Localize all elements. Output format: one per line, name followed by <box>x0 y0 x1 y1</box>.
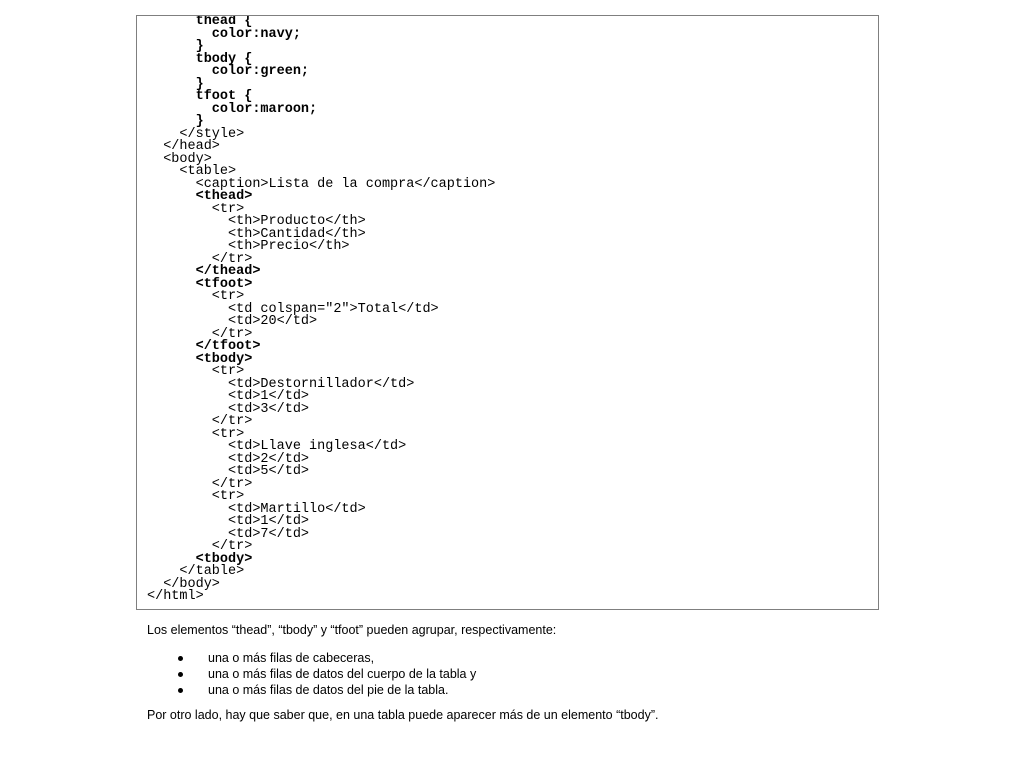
code-line: <td>7</td> <box>147 526 310 542</box>
code-line: <td>1</td> <box>147 514 310 529</box>
code-line: </tfoot> <box>147 339 261 354</box>
code-line: } <box>147 76 204 92</box>
code-line: <td colspan="2">Total</td> <box>147 301 439 317</box>
code-line: </head> <box>147 139 220 154</box>
code-line: <body> <box>147 151 212 167</box>
code-line: thead { <box>147 15 253 29</box>
list-item <box>175 666 476 682</box>
bullet-icon <box>178 672 183 677</box>
code-line: <thead> <box>147 189 253 204</box>
code-line: <tr> <box>147 426 245 442</box>
code-line: <th>Precio</th> <box>147 239 350 254</box>
code-line: </thead> <box>147 264 261 279</box>
code-line: <td>20</td> <box>147 314 318 329</box>
bullet-icon <box>178 656 183 661</box>
list-item <box>175 650 476 666</box>
code-line: } <box>147 114 204 129</box>
code-listing <box>136 15 879 610</box>
code-line: <td>1</td> <box>147 389 310 404</box>
intro-paragraph: Los elementos “thead”, “tbody” y “tfoot” pueden agrupar, respectivamente: <box>147 623 557 637</box>
code-line: tfoot { <box>147 89 253 104</box>
code-line: <td>2</td> <box>147 451 310 467</box>
list-item <box>175 682 476 698</box>
code-line: <th>Cantidad</th> <box>147 226 366 242</box>
code-line: color:navy; <box>147 26 301 42</box>
code-line: <tr> <box>147 201 245 217</box>
code-line: tbody { <box>147 51 253 67</box>
code-line: </style> <box>147 126 245 142</box>
closing-paragraph: Por otro lado, hay que saber que, en una tabla puede aparecer más de un elemento “tbody”. <box>147 708 659 722</box>
code-line: </tr> <box>147 414 253 429</box>
code-line: <tfoot> <box>147 276 253 292</box>
code-line: color:maroon; <box>147 101 318 117</box>
code-line: </body> <box>147 576 220 592</box>
code-line: </table> <box>147 564 245 579</box>
bullet-list <box>175 650 476 698</box>
code-line: </html> <box>147 589 204 604</box>
code-line: <tr> <box>147 489 245 504</box>
code-line: <td>Destornillador</td> <box>147 376 415 392</box>
list-item-text: una o más filas de cabeceras, <box>208 651 375 665</box>
code-line: </tr> <box>147 251 253 267</box>
code-line: </tr> <box>147 539 253 554</box>
code-line: <th>Producto</th> <box>147 214 366 229</box>
code-line: } <box>147 39 204 54</box>
code-line: <tbody> <box>147 351 253 367</box>
code-line: color:green; <box>147 64 310 79</box>
code-line: <tbody> <box>147 551 253 567</box>
code-line: <tr> <box>147 364 245 379</box>
list-item-text: una o más filas de datos del cuerpo de la tabla y <box>208 667 477 681</box>
code-line: <td>Martillo</td> <box>147 501 366 517</box>
code-line: </tr> <box>147 476 253 492</box>
code-line: </tr> <box>147 326 253 342</box>
code-line: <td>3</td> <box>147 401 310 417</box>
list-item-text: una o más filas de datos del pie de la tabla. <box>208 683 449 697</box>
bullet-icon <box>178 688 183 693</box>
code-line: <caption>Lista de la compra</caption> <box>147 176 496 192</box>
code-line: <td>5</td> <box>147 464 310 479</box>
code-line: <table> <box>147 164 237 179</box>
code-line: <td>Llave inglesa</td> <box>147 439 407 454</box>
code-line: <tr> <box>147 289 245 304</box>
